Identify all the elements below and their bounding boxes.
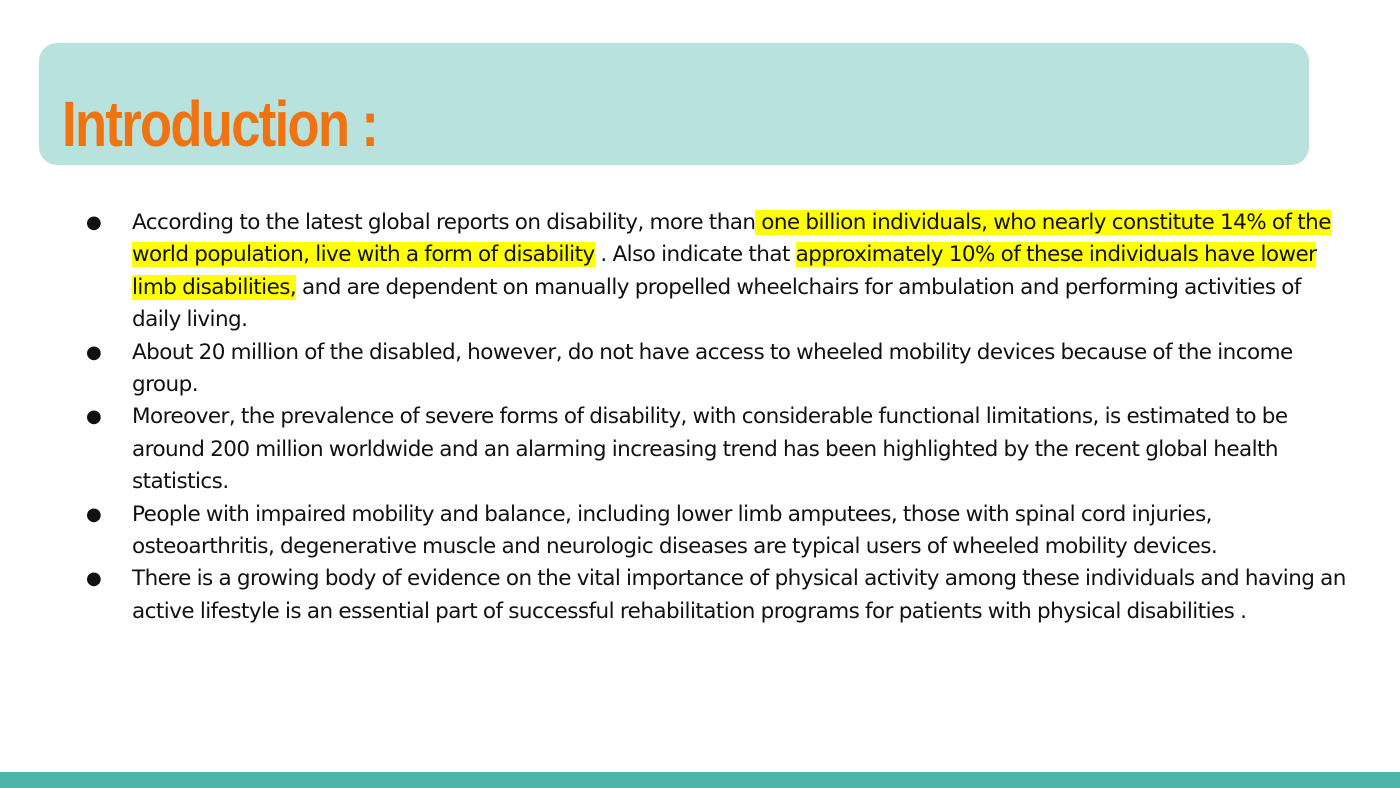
footer-bar bbox=[0, 772, 1400, 788]
slide-title: Introduction : bbox=[62, 88, 378, 160]
bullet-text: People with impaired mobility and balance, including lower limb amputees, those with spinal cord injuries, osteoarthritis, degenerative muscle and neurologic diseases are typical users of wheeled mobility devices. bbox=[132, 501, 1218, 560]
bullet-text: Moreover, the prevalence of severe forms of disability, with considerable functional limitations, is estimated to be around 200 million worldwide and an alarming increasing trend has been highlighted by the recent global health statistics. bbox=[132, 404, 1288, 495]
bullet-item bbox=[0, 401, 1348, 498]
bullet-text: About 20 million of the disabled, however, do not have access to wheeled mobility devices because of the income group. bbox=[132, 339, 1293, 398]
bullet-dot-icon: ● bbox=[86, 212, 102, 233]
bullet-dot-icon: ● bbox=[86, 503, 102, 525]
bullet-list bbox=[0, 207, 1400, 628]
highlighted-text: one billion individuals, who nearly constitute 14% of the world population, live with a form of disability bbox=[132, 210, 1331, 268]
bullet-item bbox=[0, 563, 1348, 628]
bullet-text: There is a growing body of evidence on the vital importance of physical activity among these individuals and having an active lifestyle is an essential part of successful rehabilitation programs for patients with physical disabilities . bbox=[132, 566, 1346, 624]
bullet-item bbox=[0, 207, 1348, 337]
bullet-item bbox=[0, 337, 1348, 402]
bullet-text: According to the latest global reports on disability, more than bbox=[132, 210, 756, 235]
bullet-item bbox=[0, 499, 1348, 564]
bullet-text: . Also indicate that bbox=[594, 242, 796, 268]
bullet-dot-icon: ● bbox=[86, 568, 102, 590]
bullet-text: and are dependent on manually propelled wheelchairs for ambulation and performing activities of daily living. bbox=[132, 274, 1301, 333]
highlighted-text: approximately 10% of these individuals have lower limb disabilities, bbox=[132, 242, 1317, 300]
bullet-dot-icon: ● bbox=[86, 406, 102, 428]
bullet-dot-icon: ● bbox=[86, 341, 102, 363]
